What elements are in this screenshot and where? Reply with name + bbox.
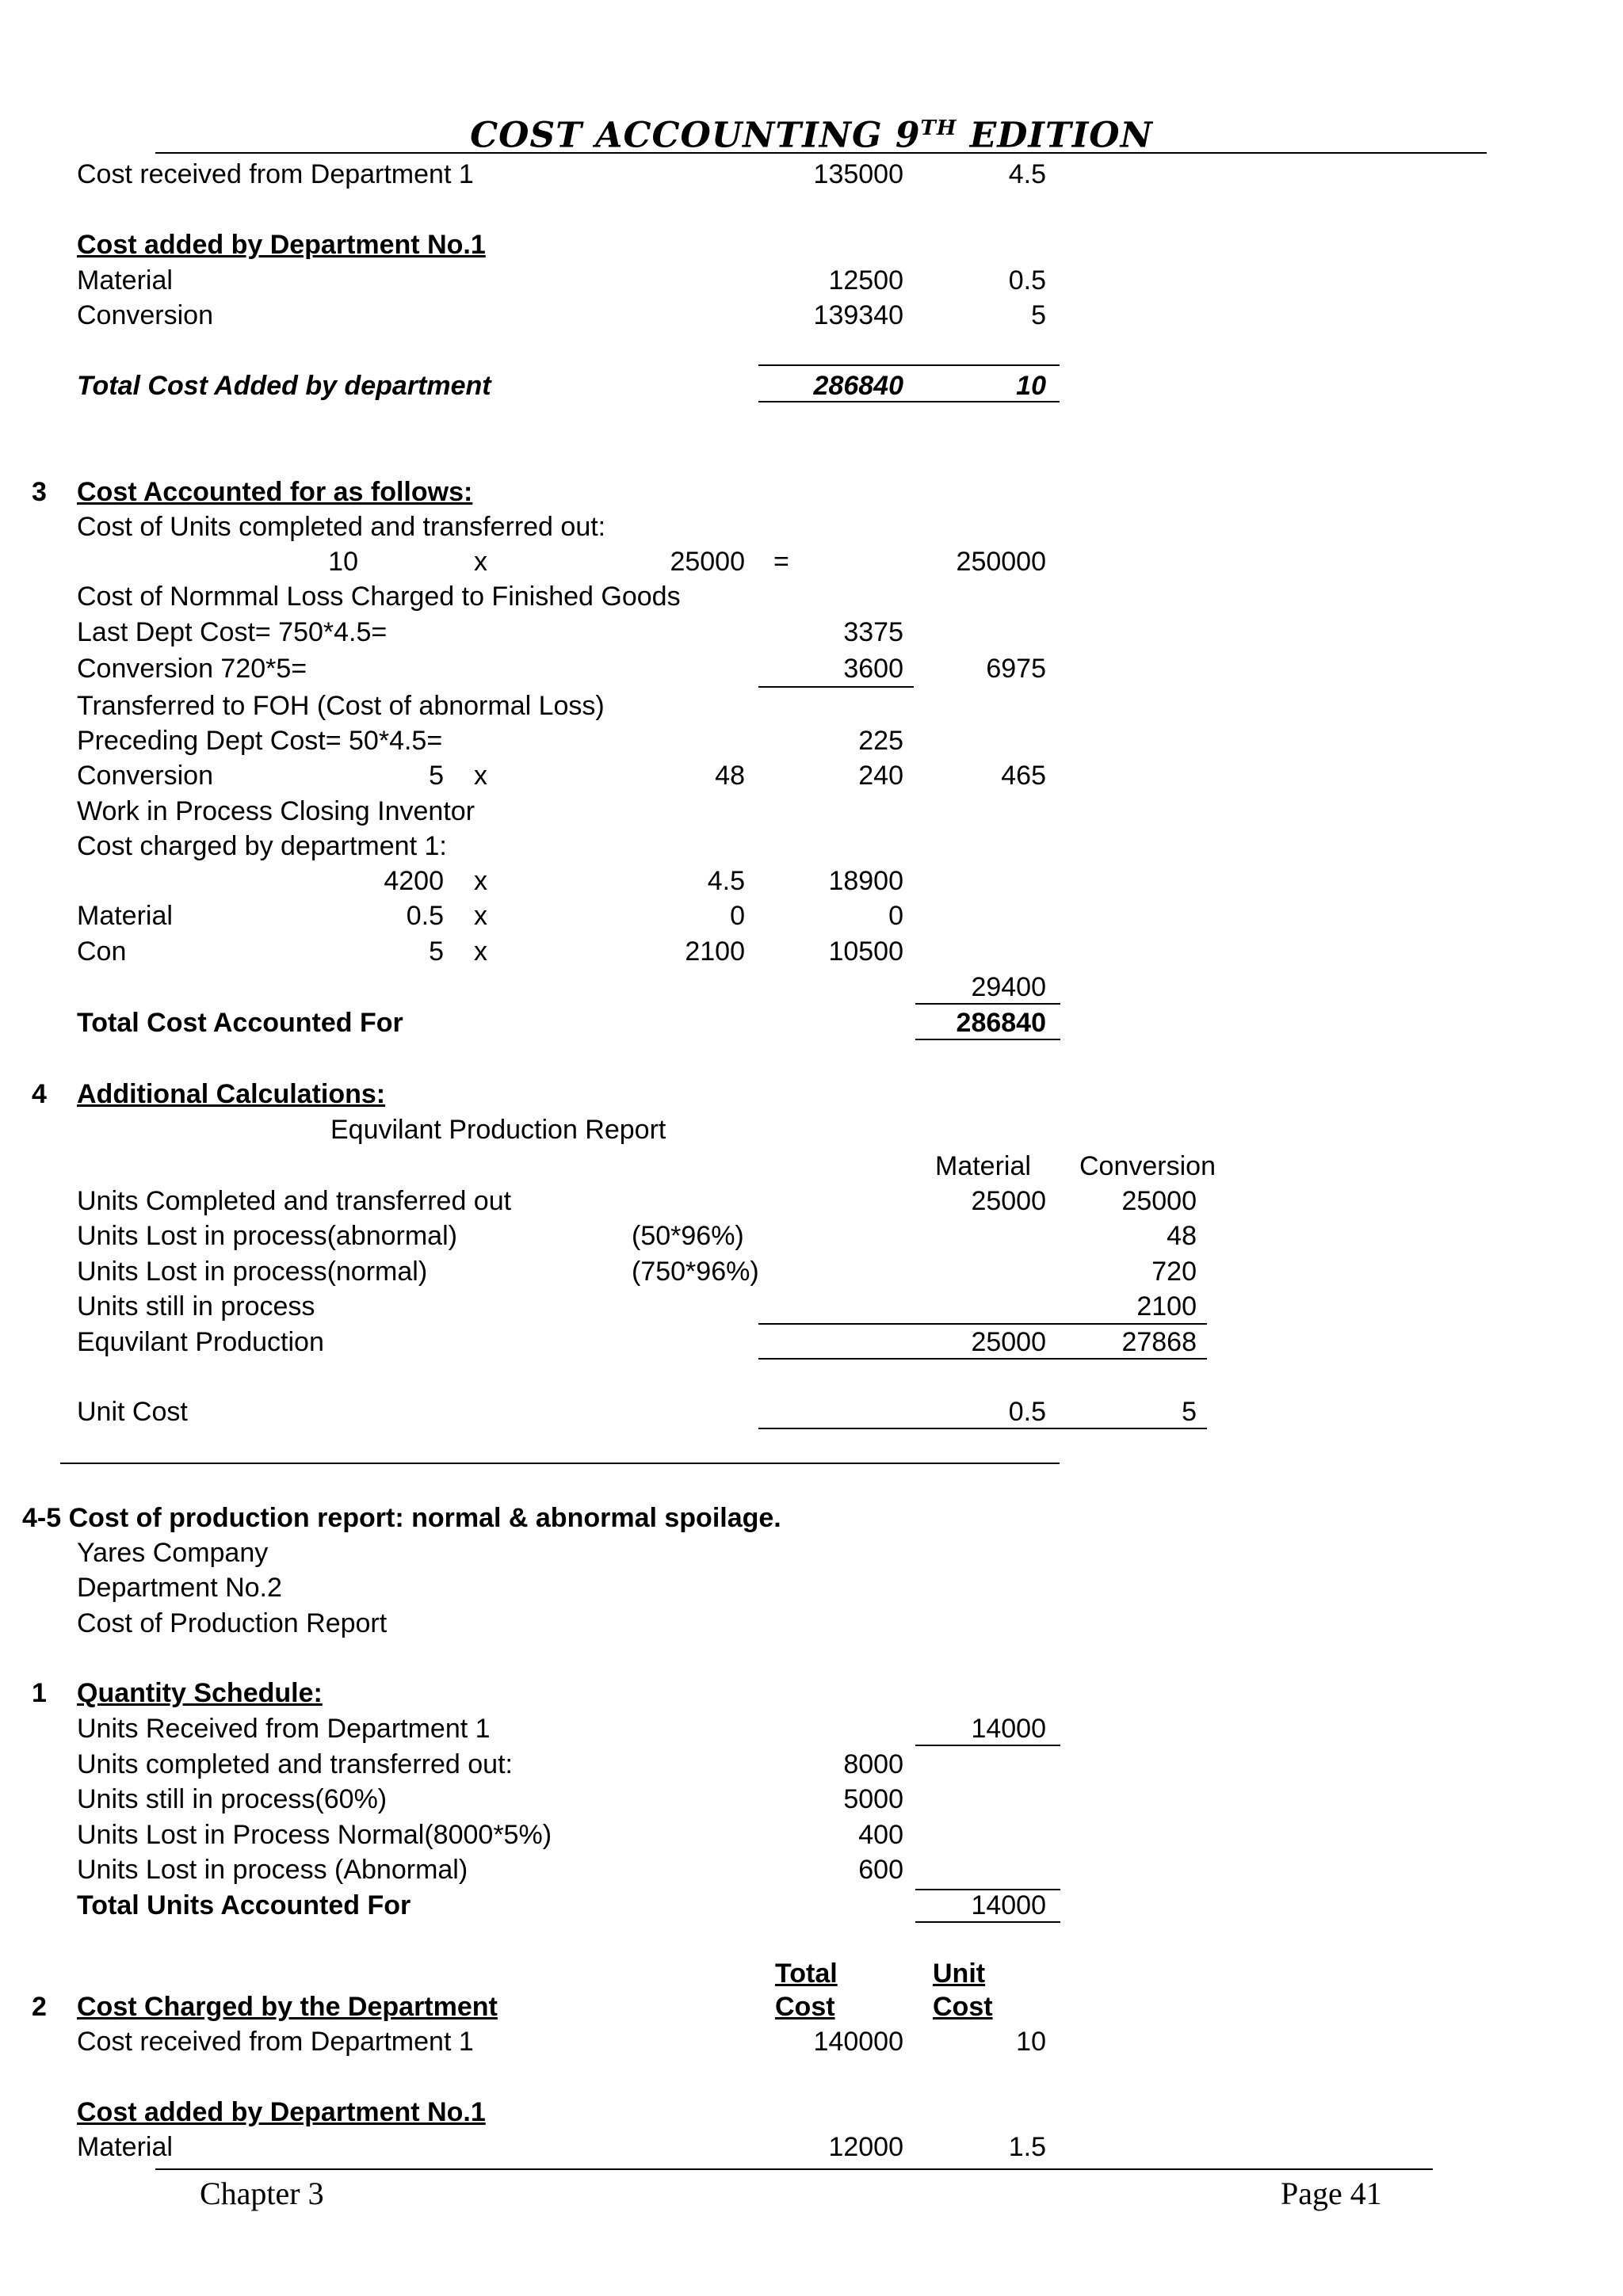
conversion-ab-value: 240 <box>858 761 903 791</box>
department-name: Department No.2 <box>77 1573 282 1603</box>
equiv-total-label: Equvilant Production <box>77 1327 324 1357</box>
cost-added-heading: Cost added by Department No.1 <box>77 230 486 260</box>
normal-loss-label: Cost of Normmal Loss Charged to Finished Goods <box>77 582 681 612</box>
equiv-row-conversion: 720 <box>1151 1257 1197 1287</box>
material-row-x: x <box>474 901 487 931</box>
quantity-row-value: 600 <box>858 1855 903 1885</box>
q2-material-total: 12000 <box>828 2132 903 2162</box>
conversion720-value: 3600 <box>843 654 903 684</box>
equiv-row-label: Units Lost in process(normal) <box>77 1257 428 1287</box>
rule <box>758 364 1060 366</box>
q2-material-unit: 1.5 <box>1008 2132 1046 2162</box>
conversion720-total: 6975 <box>986 654 1046 684</box>
q2-received-total: 140000 <box>813 2027 903 2057</box>
total-added-total: 286840 <box>813 371 903 401</box>
conversion-total: 139340 <box>813 300 903 330</box>
units-received-value: 14000 <box>971 1714 1046 1744</box>
rule <box>758 401 1060 402</box>
equiv-row-note: (50*96%) <box>632 1221 744 1251</box>
con-row-value: 10500 <box>828 936 903 967</box>
preceding-value: 225 <box>858 726 903 756</box>
q2-received-label: Cost received from Department 1 <box>77 2027 474 2057</box>
equiv-subheading: Equvilant Production Report <box>330 1115 666 1145</box>
cost-received-unit: 4.5 <box>1008 159 1046 189</box>
equiv-row-label: Units Lost in process(abnormal) <box>77 1221 457 1251</box>
cost-received-total: 135000 <box>813 159 903 189</box>
page-header-title: COST ACCOUNTING 9TH EDITION <box>470 115 1153 156</box>
col-conversion: Conversion <box>1079 1151 1216 1181</box>
quantity-heading: Quantity Schedule: <box>77 1678 323 1708</box>
material-row-a: 0.5 <box>406 901 444 931</box>
col-material: Material <box>935 1151 1031 1181</box>
section-number: 1 <box>32 1678 47 1708</box>
con-row-b: 2100 <box>685 936 745 967</box>
conversion-ab-b: 48 <box>715 761 745 791</box>
total-added-label: Total Cost Added by department <box>77 371 491 401</box>
rule <box>915 1003 1060 1005</box>
cost-charged-heading: Cost Charged by the Department <box>77 1992 498 2022</box>
footer-chapter: Chapter 3 <box>200 2176 324 2211</box>
equiv-row-material: 25000 <box>971 1186 1046 1216</box>
col-total-line2: Cost <box>775 1992 835 2022</box>
conversion-ab-label: Conversion <box>77 761 213 791</box>
rule <box>758 1358 1207 1360</box>
rule <box>915 1039 1060 1040</box>
section-divider <box>60 1463 1060 1464</box>
con-row-x: x <box>474 936 487 967</box>
unit-cost-material: 0.5 <box>1008 1397 1046 1427</box>
rule <box>758 1428 1207 1429</box>
material-unit: 0.5 <box>1008 265 1046 296</box>
col-unit-line1: Unit <box>933 1958 986 1989</box>
section-number: 2 <box>32 1992 47 2022</box>
quantity-row-value: 5000 <box>843 1784 903 1814</box>
material-row-label: Material <box>77 901 173 931</box>
material-row-b: 0 <box>730 901 745 931</box>
q2-material-label: Material <box>77 2132 173 2162</box>
section3-heading: Cost Accounted for as follows: <box>77 477 473 507</box>
section-number: 3 <box>32 477 47 507</box>
col-unit-line2: Cost <box>933 1992 993 2022</box>
section-number: 4 <box>32 1079 47 1109</box>
calc-b: 25000 <box>670 547 745 577</box>
units-received-label: Units Received from Department 1 <box>77 1714 491 1744</box>
material-row-value: 0 <box>888 901 903 931</box>
conversion-label: Conversion <box>77 300 213 330</box>
equiv-row-label: Units Completed and transferred out <box>77 1186 512 1216</box>
last-dept-value: 3375 <box>843 617 903 647</box>
equiv-total-material: 25000 <box>971 1327 1046 1357</box>
total-units-value: 14000 <box>971 1890 1046 1920</box>
wip-total: 29400 <box>971 972 1046 1002</box>
conversion-ab-a: 5 <box>429 761 444 791</box>
equiv-row-conversion: 25000 <box>1121 1186 1197 1216</box>
conversion-unit: 5 <box>1031 300 1046 330</box>
con-row-label: Con <box>77 936 127 967</box>
footer-rule <box>155 2168 1433 2170</box>
total-units-label: Total Units Accounted For <box>77 1890 411 1920</box>
con-row-a: 5 <box>429 936 444 967</box>
quantity-row-label: Units Lost in process (Abnormal) <box>77 1855 468 1885</box>
unit-cost-label: Unit Cost <box>77 1397 188 1427</box>
dept1-x: x <box>474 866 487 896</box>
rule <box>758 1323 1207 1325</box>
dept1-value: 18900 <box>828 866 903 896</box>
calc-x: x <box>474 547 487 577</box>
col-total-line1: Total <box>775 1958 838 1989</box>
quantity-row-label: Units completed and transferred out: <box>77 1749 513 1779</box>
total-accounted-value: 286840 <box>956 1008 1046 1038</box>
material-label: Material <box>77 265 173 296</box>
quantity-row-label: Units Lost in Process Normal(8000*5%) <box>77 1820 552 1850</box>
conversion-ab-x: x <box>474 761 487 791</box>
equiv-row-conversion: 2100 <box>1136 1291 1197 1322</box>
calc-eq: = <box>773 547 789 577</box>
rule <box>758 686 914 688</box>
calc-a: 10 <box>328 547 358 577</box>
cost-received-label: Cost received from Department 1 <box>77 159 474 189</box>
total-accounted-label: Total Cost Accounted For <box>77 1008 403 1038</box>
equiv-row-label: Units still in process <box>77 1291 315 1322</box>
rule <box>915 1921 1060 1923</box>
dept1-b: 4.5 <box>707 866 745 896</box>
section4-heading: Additional Calculations: <box>77 1079 386 1109</box>
conversion720-label: Conversion 720*5= <box>77 654 307 684</box>
charged-label: Cost charged by department 1: <box>77 831 447 861</box>
company-name: Yares Company <box>77 1538 269 1568</box>
total-added-unit: 10 <box>1016 371 1046 401</box>
wip-label: Work in Process Closing Inventor <box>77 796 475 826</box>
equiv-row-note: (750*96%) <box>632 1257 759 1287</box>
header-rule <box>155 152 1487 154</box>
q2-added-heading: Cost added by Department No.1 <box>77 2097 486 2127</box>
rule <box>915 1745 1060 1746</box>
units-completed-label: Cost of Units completed and transferred out: <box>77 512 606 542</box>
problem-title: 4-5 Cost of production report: normal & abnormal spoilage. <box>22 1503 781 1533</box>
equiv-row-conversion: 48 <box>1167 1221 1197 1251</box>
foh-label: Transferred to FOH (Cost of abnormal Loss) <box>77 691 605 721</box>
equiv-total-conversion: 27868 <box>1121 1327 1197 1357</box>
quantity-row-value: 400 <box>858 1820 903 1850</box>
material-total: 12500 <box>828 265 903 296</box>
dept1-a: 4200 <box>384 866 444 896</box>
unit-cost-conversion: 5 <box>1182 1397 1197 1427</box>
quantity-row-value: 8000 <box>843 1749 903 1779</box>
footer-page: Page 41 <box>1281 2176 1382 2211</box>
last-dept-label: Last Dept Cost= 750*4.5= <box>77 617 388 647</box>
conversion-ab-total: 465 <box>1001 761 1046 791</box>
calc-result: 250000 <box>956 547 1046 577</box>
quantity-row-label: Units still in process(60%) <box>77 1784 388 1814</box>
preceding-label: Preceding Dept Cost= 50*4.5= <box>77 726 443 756</box>
q2-received-unit: 10 <box>1016 2027 1046 2057</box>
report-name: Cost of Production Report <box>77 1608 388 1638</box>
